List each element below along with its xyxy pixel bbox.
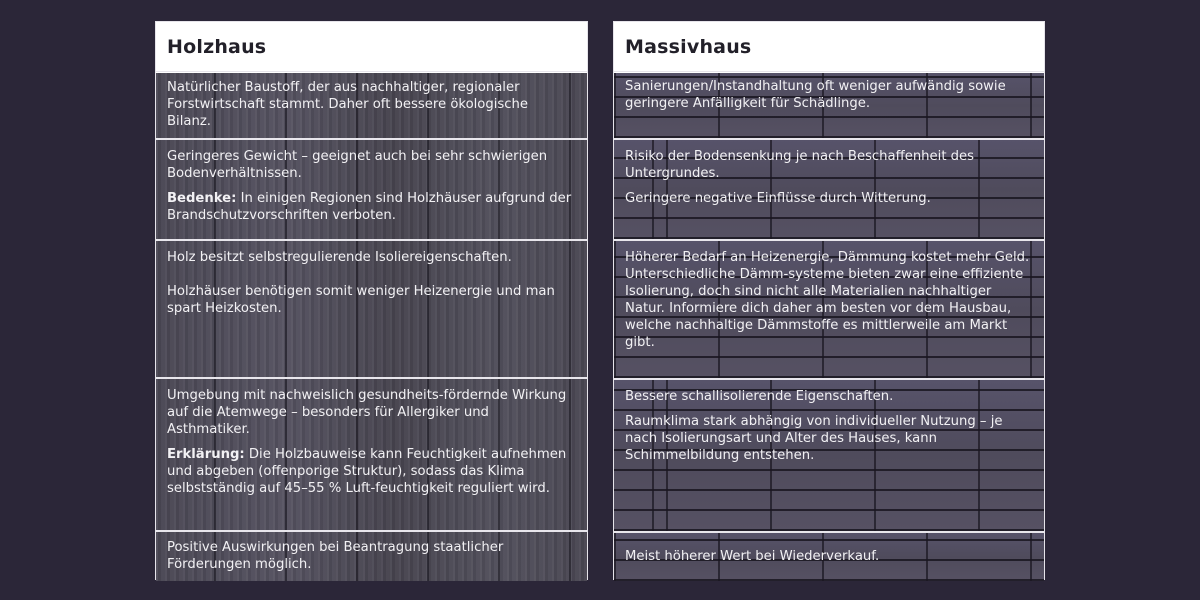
- holzhaus-row-2: [156, 138, 587, 239]
- massivhaus-row-1-text: Sanierungen/Instandhaltung oft weniger aufwändig sowie geringere Anfälligkeit für Schädlinge.: [625, 79, 1006, 111]
- holzhaus-row-4: [156, 377, 587, 530]
- holzhaus-title: Holzhaus: [167, 35, 267, 58]
- massivhaus-row-2-text: Risiko der Bodensenkung je nach Beschaffenheit des Untergrundes.: [625, 149, 975, 181]
- massivhaus-row-2: [614, 138, 1044, 239]
- holzhaus-row-1: [156, 73, 587, 138]
- bedenke-text: In einigen Regionen sind Holzhäuser aufgrund der Brandschutzvorschriften verboten.: [167, 191, 572, 223]
- holzhaus-header: [156, 22, 587, 72]
- massivhaus-row-5-text: Meist höherer Wert bei Wiederverkauf.: [625, 549, 880, 564]
- holzhaus-row-2-note: [167, 190, 575, 224]
- massivhaus-row-3: [614, 239, 1044, 378]
- holzhaus-panel: [155, 21, 588, 580]
- holzhaus-row-5-text: Positive Auswirkungen bei Beantragung staatlicher Förderungen möglich.: [167, 540, 504, 572]
- massivhaus-row-1: [614, 73, 1044, 138]
- holzhaus-row-4-text: Umgebung mit nachweislich gesundheits-fördernde Wirkung auf die Atemwege – besonders für Allergiker und Asthmatiker.: [167, 388, 567, 437]
- holzhaus-row-3-text-2: Holzhäuser benötigen somit weniger Heizenergie und man spart Heizkosten.: [167, 284, 555, 316]
- holzhaus-row-1-text: Natürlicher Baustoff, der aus nachhaltiger, regionaler Forstwirtschaft stammt. Daher oft bessere ökologische Bilanz.: [167, 80, 528, 129]
- holzhaus-row-5: [156, 530, 587, 581]
- massivhaus-row-5: [614, 531, 1044, 581]
- holzhaus-row-2-text: Geringeres Gewicht – geeignet auch bei sehr schwierigen Bodenverhältnissen.: [167, 149, 548, 181]
- massivhaus-panel: [613, 21, 1045, 580]
- erklaerung-text: Die Holzbauweise kann Feuchtigkeit aufnehmen und abgeben (offenporige Struktur), sodass das Klima selbstständig auf 45–55 % Luft-feuchtigkeit reguliert wird.: [167, 447, 567, 496]
- holzhaus-row-3: [156, 239, 587, 377]
- massivhaus-row-3-text: Höherer Bedarf an Heizenergie, Dämmung kostet mehr Geld. Unterschiedliche Dämm-systeme bieten zwar eine effiziente Isolierung, doch sind nicht alle Materialien nachhaltiger Natur. Informiere dich daher am besten vor dem Hausbau, welche nachhaltige Dämmstoffe es mittlerweile am Markt gibt.: [625, 250, 1030, 350]
- bedenke-label: Bedenke:: [167, 191, 237, 206]
- erklaerung-label: Erklärung:: [167, 447, 245, 462]
- holzhaus-row-3-text: Holz besitzt selbstregulierende Isoliereigenschaften.: [167, 250, 512, 265]
- massivhaus-row-2-text-2: Geringere negative Einflüsse durch Witterung.: [625, 191, 931, 206]
- massivhaus-row-4: [614, 378, 1044, 531]
- massivhaus-row-4-text: Bessere schallisolierende Eigenschaften.: [625, 389, 894, 404]
- massivhaus-row-4-text-2: Raumklima stark abhängig von individueller Nutzung – je nach Isolierungsart und Alter des Hauses, kann Schimmelbildung entstehen.: [625, 414, 1003, 463]
- holzhaus-rows: [156, 73, 587, 579]
- massivhaus-title: Massivhaus: [625, 35, 752, 58]
- holzhaus-row-4-note: [167, 446, 575, 497]
- massivhaus-rows: [614, 73, 1044, 579]
- massivhaus-header: [614, 22, 1044, 72]
